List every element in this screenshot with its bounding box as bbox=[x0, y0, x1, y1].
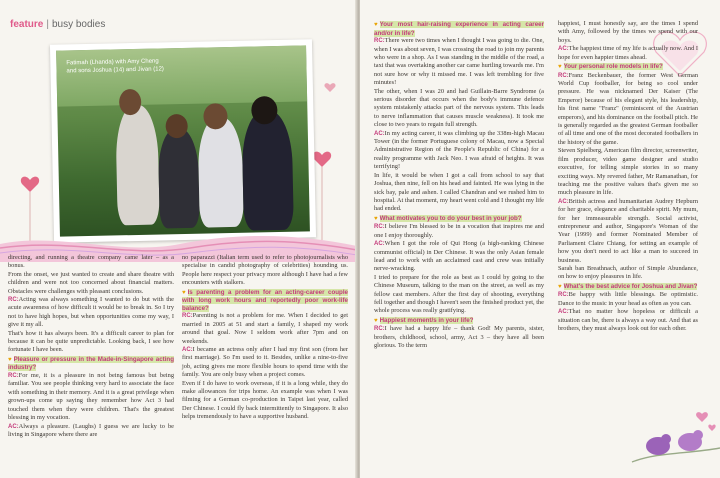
paragraph-text: I believe I'm blessed to be in a vocation that inspires me and one I enjoy thoroughly. bbox=[374, 223, 544, 239]
answer-paragraph bbox=[374, 240, 544, 274]
page-header bbox=[10, 19, 105, 30]
body-paragraph bbox=[182, 380, 348, 422]
paragraph-text: I tried to prepare for the role as best as I could by going to the Chinese Museum, talking to the man on the street, as well as my fellow cast members. After the first day of shooting, everything fell together and though I haven't seen the finished product yet, the whole process was really gratifying. bbox=[374, 273, 544, 315]
left-column-2 bbox=[182, 254, 348, 422]
decorative-birds bbox=[628, 392, 720, 478]
speaker-initials: RC: bbox=[558, 292, 569, 299]
question-text: Your personal role models in life? bbox=[563, 63, 663, 71]
speaker-initials: RC: bbox=[182, 313, 193, 320]
family-photo bbox=[50, 39, 316, 242]
heart-icon: ♥ bbox=[8, 356, 12, 363]
question-heading bbox=[182, 289, 348, 313]
heart-icon: ♥ bbox=[558, 283, 562, 290]
paragraph-text: Acting was always something I wanted to do but with the acute awareness of how difficult it would be to break in. So I try not to have high hopes, but when opportunities come my way, I give it my all. bbox=[8, 296, 174, 329]
answer-paragraph bbox=[374, 37, 544, 87]
answer-paragraph bbox=[558, 291, 698, 308]
speaker-initials: AC: bbox=[182, 347, 193, 354]
paragraph-text: In life, it would be when I got a call from school to say that Joshua, then nine, fell on his head and fainted. He was lying in the sick bay, pale and ashen. I called Chandran and we rushed him to hospital. At that moment, my heart went cold and I thought my life had ended. bbox=[374, 171, 544, 213]
paragraph-text: I became an actress only after I had my first son (from her first marriage). So I'm used to it. Besides, unlike a nine-to-five job, acting gives me more flexible hours to spend time with the family. You are only busy when a project comes. bbox=[182, 346, 348, 379]
paragraph-text: The happiest time of my life is actually now. And I hope for even happier times ahead. bbox=[558, 45, 698, 61]
speaker-initials: RC: bbox=[8, 297, 19, 304]
answer-paragraph bbox=[8, 423, 174, 440]
paragraph-text: I have had a happy life – thank God! My parents, sister, brothers, childhood, school, army, Act 3 – they have all been glorious. To the term bbox=[374, 325, 544, 350]
body-paragraph bbox=[8, 271, 174, 296]
answer-paragraph bbox=[182, 346, 348, 380]
answer-paragraph bbox=[374, 223, 544, 240]
answer-paragraph bbox=[558, 45, 698, 62]
header-separator: | bbox=[46, 19, 49, 30]
paragraph-text: Always a pleasure. (Laughs) I guess we are lucky to be living in Singapore where there are bbox=[8, 422, 174, 438]
paragraph-text: Sarah ban Breathnach, author of Simple Abundance, on how to enjoy pleasures in life. bbox=[558, 264, 698, 281]
question-text: What motivates you to do your best in your job? bbox=[379, 214, 522, 222]
body-paragraph bbox=[374, 88, 544, 130]
heart-icon: ♥ bbox=[374, 22, 378, 28]
speaker-initials: AC: bbox=[558, 46, 569, 53]
speaker-initials: RC: bbox=[558, 72, 569, 79]
paragraph-text: British actress and humanitarian Audrey Hepburn for her grace, elegance and charitable spirit. My mum, for her immeasurable strength. Social activist, entrepreneur and author, Singapore's Woman of the Year (1999) and former Nominated Member of Parliament Claire Chiang, for setting an example of how you don't need to act like a man to succeed in business. bbox=[558, 197, 698, 264]
speaker-initials: AC: bbox=[558, 198, 569, 205]
header-kicker: feature bbox=[10, 19, 44, 30]
paragraph-text: That's how it has always been. It's a difficult career to plan for because it can be quite unpredictable. Looking back, I see how fortunate I have been. bbox=[8, 329, 174, 354]
answer-paragraph bbox=[182, 312, 348, 346]
right-page bbox=[360, 0, 720, 478]
paragraph-text: Steven Spielberg, American film director, screenwriter, film producer, video game designer and studio executive, for telling simple stories in so many exciting ways. My revered father, Mr Ramanathan, for teaching me the positive values that's given me so much pleasure in life. bbox=[558, 147, 698, 197]
answer-paragraph bbox=[8, 296, 174, 330]
question-heading bbox=[374, 317, 544, 326]
question-text: What's the best advice for Joshua and Jivan? bbox=[563, 282, 698, 290]
body-paragraph bbox=[182, 254, 348, 288]
paragraph-text: no paparazzi (Italian term used to refer to photojournalists who specialise in candid photography of celebrities) hounding us. People here respect your privacy more although I have had a few encounters with stalkers. bbox=[182, 254, 348, 287]
body-paragraph bbox=[8, 254, 174, 271]
paragraph-text: In my acting career, it was climbing up the 338m-high Macau Tower (in the former Portuguese colony of Macau, now a Special Administrative Region of the People's Republic of China) for a reality programme with Jack Neo. I was afraid of heights. It was terrifying! bbox=[374, 129, 544, 171]
left-page bbox=[0, 0, 357, 478]
paragraph-text: Even if I do have to work overseas, if it is a long while, they do make allowances for trips home. An example was when I was filming for a German co-production in Taipei last year, called Der Chinese. I could fly back intermittently to Singapore. It also helps tremendously to have a supportive husband. bbox=[182, 379, 348, 421]
speaker-initials: RC: bbox=[374, 326, 385, 333]
paragraph-text: Be happy with little blessings. Be optimistic. Dance to the music in your head as often as you can. bbox=[558, 291, 698, 307]
question-text: Your most hair-raising experience in acting career and/or in life? bbox=[374, 21, 544, 37]
paragraph-text: directing, and running a theatre company came later – as a bonus. bbox=[8, 254, 174, 270]
answer-paragraph bbox=[558, 308, 698, 333]
body-paragraph bbox=[8, 330, 174, 355]
heart-icon: ♥ bbox=[558, 64, 562, 71]
paragraph-text: The other, when I was 20 and had Guillain-Barre Syndrome (a serious disorder that occurs when the body's immune defence system mistakenly attacks part of the nervous system. This leads to nerve inflammation that causes muscle weakness). It took me close to two years to regain full strength. bbox=[374, 87, 544, 129]
answer-paragraph bbox=[558, 198, 698, 265]
speaker-initials: AC: bbox=[8, 423, 19, 430]
question-heading bbox=[8, 356, 174, 372]
paragraph-text: When I got the role of Qui Hong (a high-ranking Chinese communist official) in Der Chinese. It was the only Asian female lead and to work with an acclaimed cast and crew was initially nerve-wracking. bbox=[374, 240, 544, 273]
heart-icon: ♥ bbox=[182, 289, 186, 296]
paragraph-text: That no matter how hopeless or difficult a situation can be, there is always a way out. And that as brothers, they must always look out for each other. bbox=[558, 308, 698, 332]
left-column-1 bbox=[8, 254, 174, 439]
photo-image bbox=[56, 45, 310, 236]
paragraph-text: There were two times when I thought I was going to die. One, when I was about seven, I was crossing the road to join my parents who were in a shop. As I was standing in the middle of the road, a taxi that was overtaking another car came hurtling towards me. I'm not sure how or why it missed me. I was left trembling for five minutes! bbox=[374, 37, 544, 87]
answer-paragraph bbox=[8, 372, 174, 422]
body-paragraph bbox=[374, 274, 544, 316]
question-text: Is parenting a problem for an acting-career couple with long work hours and reportedly poor work-life balance? bbox=[182, 288, 348, 312]
paragraph-text: From the onset, we just wanted to create and share theatre with children and were not too concerned about financial matters. Obstacles were challenges with pleasant conclusions. bbox=[8, 270, 174, 295]
paragraph-text: For me, it is a pleasure in not being famous but being familiar. You see people thinking very hard to associate the face with something in their memory. And it is a great privilege when grown-ups come up saying they remember how Act 3 had touched them when they were children. That's the greatest blessing in my vocation. bbox=[8, 372, 174, 422]
photo-caption: Fatimah (Lhanda) with Amy Cheng and sons Joshua (14) and Jivan (12) bbox=[66, 58, 164, 74]
body-paragraph bbox=[558, 265, 698, 282]
question-heading bbox=[558, 63, 698, 72]
question-text: Happiest moment/s in your life? bbox=[379, 316, 474, 324]
speaker-initials: AC: bbox=[374, 130, 385, 137]
right-column-1 bbox=[374, 20, 544, 351]
question-heading bbox=[558, 283, 698, 292]
question-heading bbox=[374, 21, 544, 37]
answer-paragraph bbox=[374, 325, 544, 350]
speaker-initials: AC: bbox=[374, 241, 385, 248]
speaker-initials: RC: bbox=[374, 38, 385, 45]
speaker-initials: RC: bbox=[374, 224, 385, 231]
paragraph-text: happiest, I must honestly say, are the times I spend with Amy, followed by the times we spend with our boys. bbox=[558, 20, 698, 44]
question-heading bbox=[374, 215, 544, 224]
body-paragraph bbox=[374, 172, 544, 214]
paragraph-text: Parenting is not a problem for me. When I decided to get married in 2005 at 51 and start a family, I shaped my work around that goal. Now I seldom work after 7pm and on weekends. bbox=[182, 312, 348, 345]
heart-icon: ♥ bbox=[374, 215, 378, 222]
right-column-2 bbox=[558, 20, 698, 333]
question-text: Pleasure or pressure in the Made-in-Singapore acting industry? bbox=[8, 355, 174, 372]
answer-paragraph bbox=[374, 130, 544, 172]
answer-paragraph bbox=[558, 72, 698, 148]
paragraph-text: Franz Beckenbauer, the former West German World Cup footballer, for being so cool under pressure. He was nicknamed Der Kaiser (The Emperor) because of his elegant style, his leadership, his first name "Franz" (reminiscent of the Austrian emperors), and his dominance on the football pitch. He is generally regarded as the greatest German footballer of all time and one of the most decorated footballers in the history of the game. bbox=[558, 71, 698, 146]
body-paragraph bbox=[558, 20, 698, 45]
header-section: busy bodies bbox=[51, 19, 106, 30]
speaker-initials: AC: bbox=[558, 309, 569, 316]
body-paragraph bbox=[558, 147, 698, 197]
speaker-initials: RC: bbox=[8, 373, 19, 380]
heart-icon: ♥ bbox=[374, 317, 378, 324]
